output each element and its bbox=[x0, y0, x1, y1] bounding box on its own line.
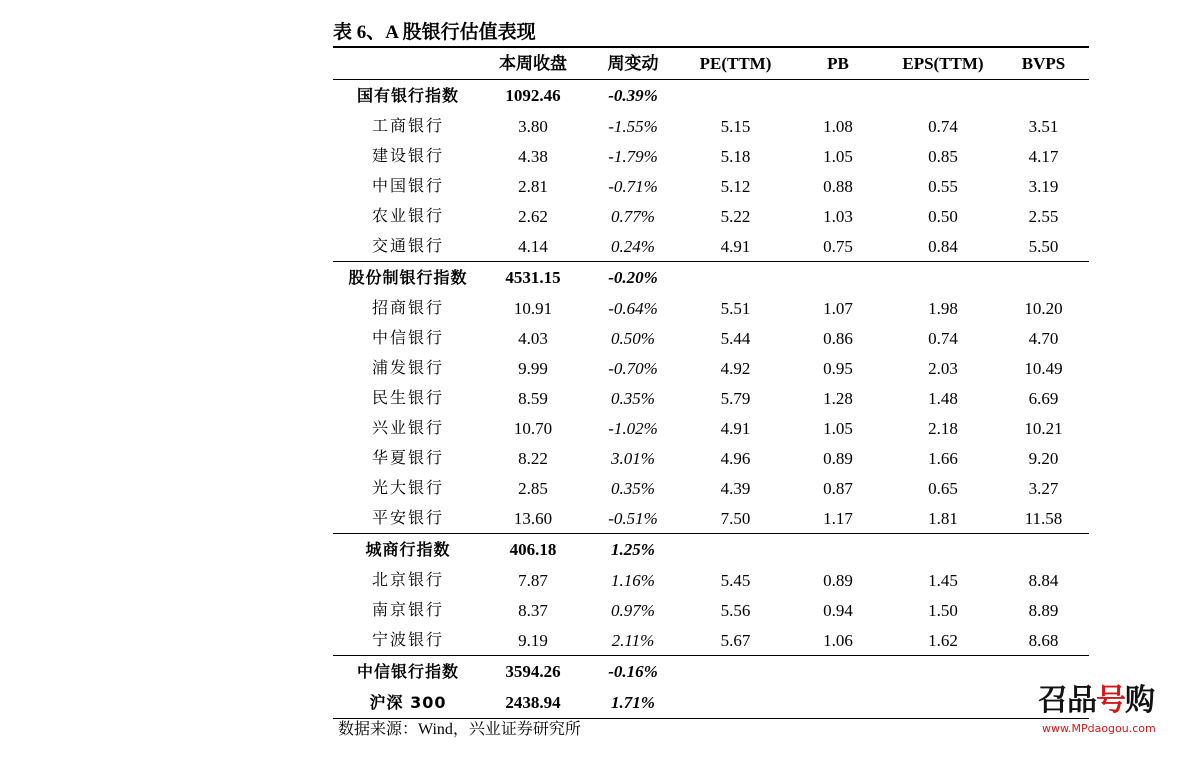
bank-eps: 1.98 bbox=[928, 298, 958, 318]
bank-pb: 1.03 bbox=[823, 206, 853, 226]
bank-close: 7.87 bbox=[518, 570, 548, 590]
bank-pe: 4.92 bbox=[720, 358, 751, 378]
bank-pb: 1.08 bbox=[823, 116, 853, 136]
index-close: 4531.15 bbox=[505, 268, 561, 287]
bank-pb: 1.05 bbox=[823, 146, 853, 166]
bank-pb: 1.05 bbox=[823, 418, 853, 438]
table-title: 表 6、A 股银行估值表现 bbox=[333, 22, 536, 43]
bank-close: 3.80 bbox=[518, 116, 548, 136]
bank-eps: 0.74 bbox=[928, 328, 958, 348]
bank-pe: 5.56 bbox=[720, 600, 751, 620]
bank-bvps: 10.20 bbox=[1024, 298, 1063, 318]
bank-eps: 1.48 bbox=[928, 388, 958, 408]
bank-bvps: 11.58 bbox=[1024, 508, 1063, 528]
index-change: -0.39% bbox=[608, 86, 658, 105]
table-row bbox=[333, 323, 1089, 353]
bank-pb: 1.17 bbox=[823, 508, 853, 528]
bank-pe: 5.18 bbox=[720, 146, 751, 166]
bank-pe: 5.22 bbox=[720, 206, 751, 226]
bank-change: 3.01% bbox=[611, 448, 655, 468]
watermark-logo bbox=[1038, 683, 1174, 738]
table-row bbox=[333, 111, 1089, 141]
index-close: 2438.94 bbox=[505, 693, 561, 712]
bank-eps: 1.81 bbox=[928, 508, 958, 528]
bank-eps: 1.50 bbox=[928, 600, 958, 620]
bank-close: 13.60 bbox=[513, 508, 553, 528]
index-row bbox=[333, 687, 1089, 719]
bank-name: 中信银行 bbox=[371, 328, 444, 347]
table-row bbox=[333, 473, 1089, 503]
bank-name: 中国银行 bbox=[371, 176, 444, 195]
bank-bvps: 3.51 bbox=[1028, 116, 1059, 136]
bank-change: 0.97% bbox=[611, 600, 655, 620]
bank-change: 0.35% bbox=[611, 388, 655, 408]
index-change: -0.16% bbox=[608, 662, 658, 681]
bank-close: 4.03 bbox=[518, 328, 548, 348]
table-row bbox=[333, 293, 1089, 323]
bank-eps: 0.84 bbox=[928, 236, 958, 256]
index-change: 1.71% bbox=[611, 693, 655, 712]
bank-pb: 0.86 bbox=[823, 328, 853, 348]
bank-name: 工商银行 bbox=[371, 116, 444, 135]
bank-name: 浦发银行 bbox=[371, 358, 444, 377]
bank-pe: 7.50 bbox=[720, 508, 751, 528]
bank-bvps: 8.68 bbox=[1028, 630, 1059, 650]
index-name: 城商行指数 bbox=[365, 539, 451, 559]
bank-close: 2.62 bbox=[518, 206, 548, 226]
bank-change: -0.71% bbox=[608, 176, 658, 196]
header-pb: PB bbox=[827, 54, 849, 73]
bank-close: 10.91 bbox=[513, 298, 553, 318]
bank-change: -0.70% bbox=[608, 358, 658, 378]
bank-pe: 5.45 bbox=[720, 570, 751, 590]
bank-name: 宁波银行 bbox=[371, 630, 444, 649]
index-name: 沪深 300 bbox=[369, 692, 447, 712]
bank-change: -0.64% bbox=[608, 298, 658, 318]
table-row bbox=[333, 503, 1089, 534]
bank-pe: 4.96 bbox=[720, 448, 751, 468]
bank-eps: 0.85 bbox=[928, 146, 958, 166]
bank-eps: 1.62 bbox=[928, 630, 958, 650]
bank-pe: 5.15 bbox=[720, 116, 751, 136]
watermark-url: www.MPdaogou.com bbox=[1042, 722, 1156, 735]
header-bvps: BVPS bbox=[1021, 54, 1066, 73]
bank-bvps: 10.21 bbox=[1024, 418, 1063, 438]
bank-close: 8.22 bbox=[518, 448, 548, 468]
header-row bbox=[333, 47, 1089, 80]
bank-eps: 0.55 bbox=[928, 176, 958, 196]
bank-pb: 0.95 bbox=[823, 358, 853, 378]
bank-pe: 5.12 bbox=[720, 176, 751, 196]
index-close: 406.18 bbox=[509, 540, 557, 559]
bank-pb: 0.89 bbox=[823, 570, 853, 590]
bank-close: 9.99 bbox=[518, 358, 548, 378]
bank-name: 华夏银行 bbox=[371, 448, 444, 467]
bank-pb: 0.94 bbox=[823, 600, 853, 620]
bank-name: 招商银行 bbox=[371, 298, 444, 317]
index-close: 3594.26 bbox=[505, 662, 561, 681]
bank-bvps: 2.55 bbox=[1028, 206, 1059, 226]
index-close: 1092.46 bbox=[505, 86, 561, 105]
bank-close: 8.37 bbox=[518, 600, 548, 620]
index-change: -0.20% bbox=[608, 268, 658, 287]
bank-eps: 1.45 bbox=[928, 570, 958, 590]
bank-pe: 4.91 bbox=[720, 236, 751, 256]
index-change: 1.25% bbox=[611, 540, 655, 559]
bank-pe: 5.44 bbox=[720, 328, 751, 348]
bank-change: 0.35% bbox=[611, 478, 655, 498]
bank-bvps: 3.19 bbox=[1028, 176, 1059, 196]
bank-name: 平安银行 bbox=[371, 508, 444, 527]
bank-pb: 1.28 bbox=[823, 388, 853, 408]
bank-change: -0.51% bbox=[608, 508, 658, 528]
table-row bbox=[333, 231, 1089, 262]
bank-pe: 5.79 bbox=[720, 388, 751, 408]
bank-close: 4.14 bbox=[518, 236, 548, 256]
group-joint-stock-banks bbox=[333, 262, 1089, 534]
bank-close: 8.59 bbox=[518, 388, 548, 408]
header-change: 周变动 bbox=[607, 54, 659, 73]
watermark-brand: 召品号购 bbox=[1038, 683, 1154, 718]
bank-pb: 1.07 bbox=[823, 298, 853, 318]
index-row bbox=[333, 80, 1089, 112]
bank-change: 1.16% bbox=[611, 570, 655, 590]
table-row bbox=[333, 443, 1089, 473]
bank-change: 0.77% bbox=[611, 206, 655, 226]
header-eps: EPS(TTM) bbox=[902, 54, 984, 73]
bank-bvps: 8.89 bbox=[1028, 600, 1059, 620]
table-row bbox=[333, 171, 1089, 201]
table-row bbox=[333, 201, 1089, 231]
header-name bbox=[333, 47, 483, 80]
table-row bbox=[333, 625, 1089, 656]
header-close: 本周收盘 bbox=[499, 54, 567, 73]
bank-eps: 1.66 bbox=[928, 448, 958, 468]
index-name: 中信银行指数 bbox=[356, 661, 459, 681]
bank-close: 9.19 bbox=[518, 630, 548, 650]
bank-bvps: 4.17 bbox=[1028, 146, 1059, 166]
group-city-banks bbox=[333, 534, 1089, 656]
index-name: 股份制银行指数 bbox=[348, 267, 468, 287]
bank-name: 农业银行 bbox=[371, 206, 444, 225]
table-row bbox=[333, 353, 1089, 383]
table-row bbox=[333, 141, 1089, 171]
bank-change: -1.79% bbox=[608, 146, 658, 166]
index-row bbox=[333, 534, 1089, 566]
bank-eps: 0.65 bbox=[928, 478, 958, 498]
index-row bbox=[333, 656, 1089, 688]
bank-eps: 2.03 bbox=[928, 358, 958, 378]
table-row bbox=[333, 595, 1089, 625]
bank-bvps: 10.49 bbox=[1024, 358, 1063, 378]
table-row bbox=[333, 413, 1089, 443]
bank-bvps: 5.50 bbox=[1028, 236, 1059, 256]
bank-name: 北京银行 bbox=[371, 570, 444, 589]
bank-bvps: 3.27 bbox=[1028, 478, 1059, 498]
bank-bvps: 9.20 bbox=[1028, 448, 1059, 468]
bank-close: 2.85 bbox=[518, 478, 548, 498]
bank-pb: 0.89 bbox=[823, 448, 853, 468]
group-other-indices bbox=[333, 656, 1089, 719]
bank-name: 建设银行 bbox=[371, 146, 444, 165]
valuation-table bbox=[333, 46, 1089, 719]
bank-pb: 0.75 bbox=[823, 236, 853, 256]
bank-bvps: 8.84 bbox=[1028, 570, 1059, 590]
bank-change: 0.24% bbox=[611, 236, 655, 256]
bank-pe: 5.67 bbox=[720, 630, 751, 650]
bank-close: 10.70 bbox=[513, 418, 553, 438]
bank-change: 0.50% bbox=[611, 328, 655, 348]
bank-pb: 1.06 bbox=[823, 630, 853, 650]
bank-bvps: 6.69 bbox=[1028, 388, 1059, 408]
bank-change: -1.55% bbox=[608, 116, 658, 136]
bank-close: 2.81 bbox=[518, 176, 548, 196]
bank-name: 光大银行 bbox=[371, 478, 444, 497]
bank-bvps: 4.70 bbox=[1028, 328, 1059, 348]
bank-name: 兴业银行 bbox=[371, 418, 444, 437]
bank-pe: 4.91 bbox=[720, 418, 751, 438]
bank-pb: 0.88 bbox=[823, 176, 853, 196]
bank-close: 4.38 bbox=[518, 146, 548, 166]
bank-name: 南京银行 bbox=[371, 600, 444, 619]
bank-pb: 0.87 bbox=[823, 478, 853, 498]
index-row bbox=[333, 262, 1089, 294]
bank-eps: 0.50 bbox=[928, 206, 958, 226]
table-row bbox=[333, 565, 1089, 595]
group-state-banks bbox=[333, 80, 1089, 262]
source-note: 数据来源：Wind，兴业证券研究所 bbox=[338, 721, 581, 738]
bank-pe: 4.39 bbox=[720, 478, 751, 498]
header-pe: PE(TTM) bbox=[699, 54, 772, 73]
bank-name: 民生银行 bbox=[371, 388, 444, 407]
bank-pe: 5.51 bbox=[720, 298, 751, 318]
index-name: 国有银行指数 bbox=[356, 85, 459, 105]
bank-eps: 0.74 bbox=[928, 116, 958, 136]
table-row bbox=[333, 383, 1089, 413]
bank-eps: 2.18 bbox=[928, 418, 958, 438]
bank-name: 交通银行 bbox=[371, 236, 444, 255]
bank-change: -1.02% bbox=[608, 418, 658, 438]
bank-change: 2.11% bbox=[611, 630, 655, 650]
